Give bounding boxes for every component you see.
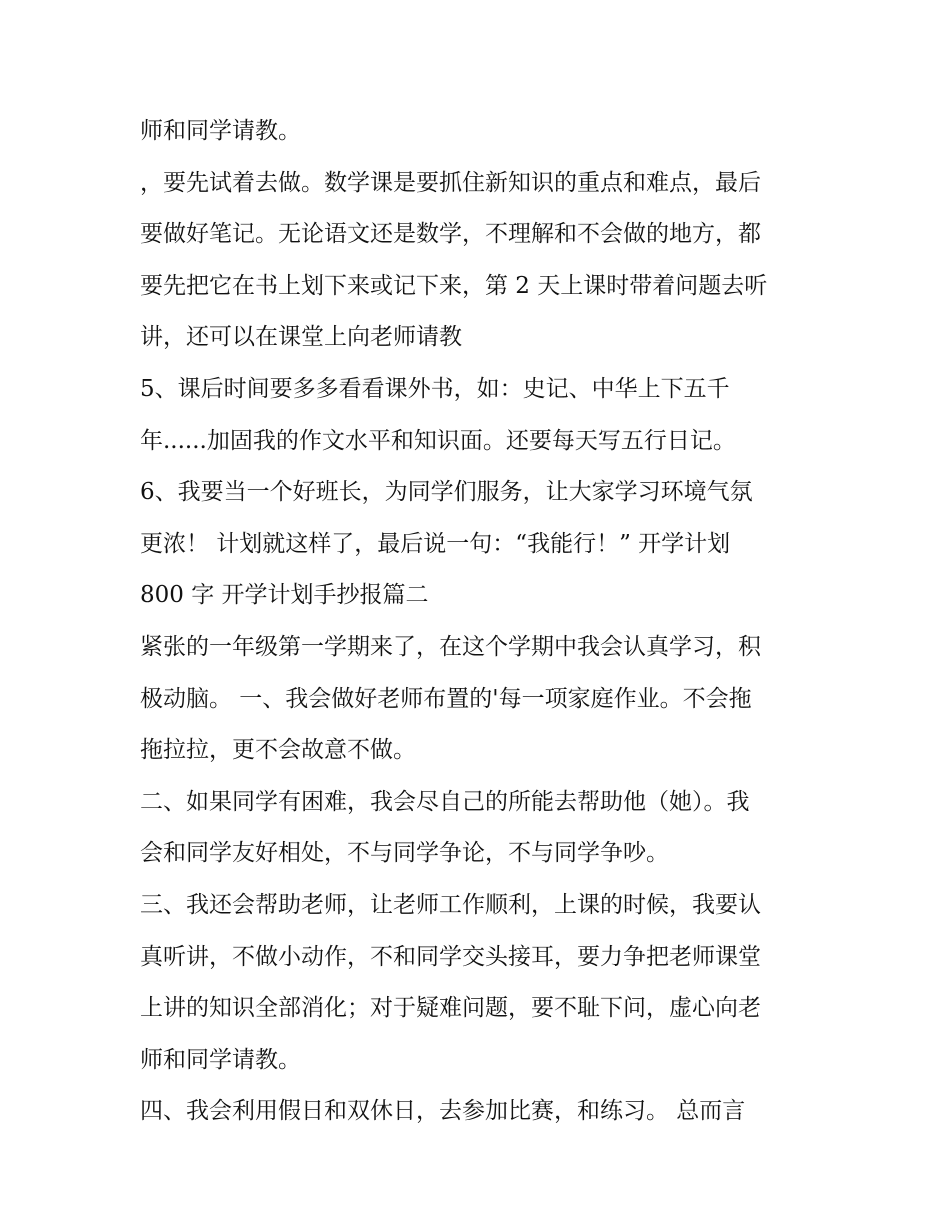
text-line: 讲，还可以在课堂上向老师请教 [140,324,462,351]
text-line: 更浓！ 计划就这样了，最后说一句：“我能行！” 开学计划 [140,530,731,557]
text-line: 师和同学请教。 [140,1046,301,1073]
text-line: 会和同学友好相处，不与同学争论，不与同学争吵。 [140,840,669,867]
text-line: 三、我还会帮助老师，让老师工作顺利，上课的时候，我要认 [140,891,761,918]
text-line: 6、我要当一个好班长，为同学们服务，让大家学习环境气氛 [140,479,753,506]
text-line: 要做好笔记。无论语文还是数学，不理解和不会做的地方，都 [140,221,761,248]
text-line: 真听讲，不做小动作，不和同学交头接耳，要力争把老师课堂 [140,943,761,970]
document-body [140,106,820,1138]
text-line: 师和同学请教。 [140,118,301,144]
text-line: 5、课后时间要多多看看课外书，如：史记、中华上下五千 [140,375,730,402]
section-heading: 800 字 开学计划手抄报篇二 [140,582,429,609]
text-line: ，要先试着去做。数学课是要抓住新知识的重点和难点，最后 [140,169,761,196]
text-line: 极动脑。 一、我会做好老师布置的'每一项家庭作业。不会拖 [140,685,752,712]
text-line: 紧张的一年级第一学期来了，在这个学期中我会认真学习，积 [140,633,761,660]
text-line: 上讲的知识全部消化；对于疑难问题，要不耻下问，虚心向老 [140,995,761,1022]
text-line: 二、如果同学有困难，我会尽自己的所能去帮助他（她）。我 [140,788,750,815]
text-line: 年......加固我的作文水平和知识面。还要每天写五行日记。 [140,427,736,454]
text-line: 要先把它在书上划下来或记下来，第 2 天上课时带着问题去听 [140,272,768,299]
text-line: 拖拉拉，更不会故意不做。 [140,737,416,764]
text-line: 四、我会利用假日和双休日，去参加比赛，和练习。 总而言 [140,1098,746,1125]
